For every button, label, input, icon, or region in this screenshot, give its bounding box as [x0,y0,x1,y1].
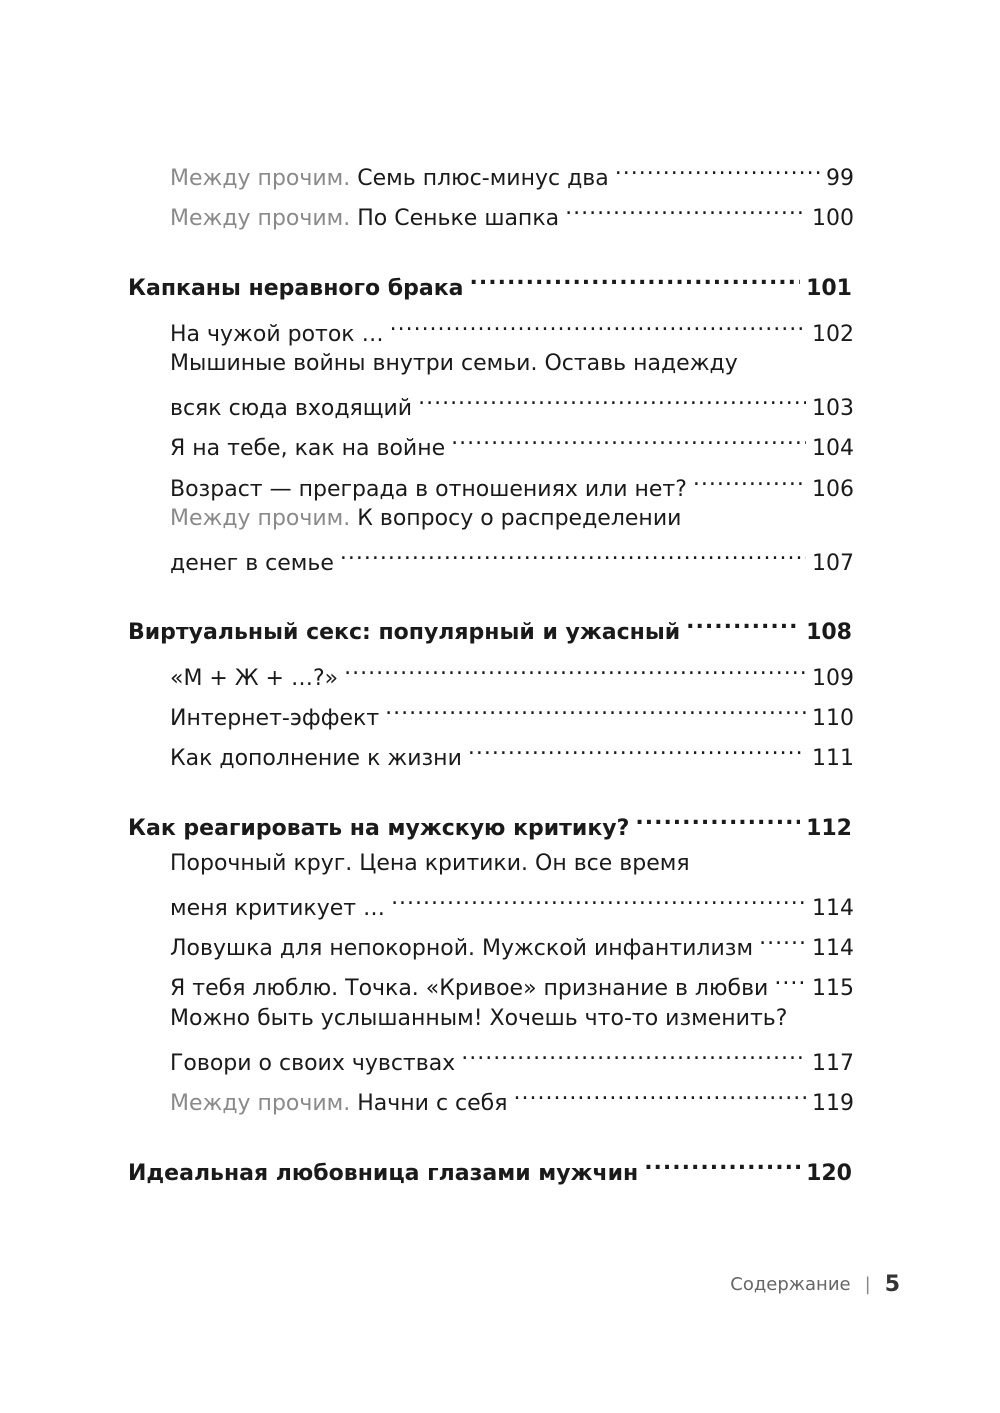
dot-leader [418,381,806,415]
toc-entry[interactable] [170,1076,854,1116]
toc-section[interactable] [128,605,852,645]
toc-entry-label: «М + Ж + …?» [170,666,339,691]
toc-entry-page: 114 [812,936,854,961]
toc-entry-page: 110 [812,706,854,731]
dot-leader [774,961,806,995]
toc-section[interactable] [128,261,852,301]
toc-entry-page: 111 [812,746,854,771]
toc-entry[interactable] [170,536,854,576]
toc-entry[interactable] [170,421,854,461]
dot-leader [470,261,801,295]
dot-leader [565,191,806,225]
toc-entry[interactable] [170,731,854,771]
toc-entry-first-line: Можно быть услышанным! Хочешь что-то изменить? [170,1006,788,1031]
toc-entry-label: Ловушка для непокорной. Мужской инфантилизм [170,936,754,961]
dot-leader [644,1146,800,1180]
toc-section[interactable] [128,801,852,841]
toc-entry-page: 119 [812,1091,854,1116]
toc-entry-title [170,202,559,236]
toc-entry-label: Семь плюс-минус два [350,166,609,191]
toc-entry-page: 114 [812,896,854,921]
toc-entry[interactable] [170,961,854,1001]
toc-entry-first-line [170,502,681,536]
toc-entry-page: 103 [812,396,854,421]
toc-entry-page: 106 [812,477,854,502]
toc-entry-prefix: Между прочим. [170,1091,351,1116]
toc-entry-first-line: Мышиные войны внутри семьи. Оставь надежду [170,351,738,376]
toc-entry[interactable] [170,381,854,421]
toc-entry-page: 104 [812,436,854,461]
toc-entry-page: 102 [812,322,854,347]
toc-entry-page: 117 [812,1051,854,1076]
toc-entry-label: По Сеньке шапка [350,206,560,231]
dot-leader [759,921,806,955]
toc-entry-label: меня критикует … [170,896,386,921]
toc-entry-page: 107 [812,551,854,576]
toc-section-title: Капканы неравного брака [128,276,464,301]
toc-entry-prefix: Между прочим. [170,166,351,191]
toc-section-page: 108 [806,620,852,645]
toc-entry[interactable] [170,921,854,961]
dot-leader [385,691,806,725]
dot-leader [461,1036,806,1070]
toc-entry-label: Я тебя люблю. Точка. «Кривое» признание в любви [170,976,769,1001]
footer-separator: | [864,1273,871,1295]
toc-section-title: Виртуальный секс: популярный и ужасный [128,620,681,645]
toc-entry-title [170,1087,507,1121]
dot-leader [513,1076,806,1110]
toc-entry[interactable] [170,1036,854,1076]
toc-entry[interactable] [170,881,854,921]
toc-entry-label: На чужой роток … [170,322,384,347]
toc-entry-page: 100 [812,206,854,231]
toc-entry[interactable] [170,651,854,691]
toc-section-page: 101 [806,276,852,301]
toc-entry[interactable] [170,307,854,347]
toc-entry-label: Начни с себя [350,1091,508,1116]
toc-entry[interactable] [170,191,854,231]
dot-leader [615,151,820,185]
toc-entry-label: Возраст — преграда в отношениях или нет? [170,477,687,502]
toc-entry-label: Интернет-эффект [170,706,380,731]
toc-entry-prefix: Между прочим. [170,506,351,531]
toc-entry-first-line: Порочный круг. Цена критики. Он все время [170,851,690,876]
toc-entry-label: Как дополнение к жизни [170,746,462,771]
toc-entry[interactable] [170,462,854,502]
dot-leader [468,731,806,765]
toc-section-page: 120 [806,1161,852,1186]
page-footer [700,1264,900,1304]
toc-section[interactable] [128,1146,852,1186]
toc-entry-label: денег в семье [170,551,334,576]
dot-leader [451,421,806,455]
dot-leader [340,536,806,570]
dot-leader [391,881,806,915]
dot-leader [344,651,806,685]
toc-entry[interactable] [170,151,854,191]
toc-section-title: Как реагировать на мужскую критику? [128,816,630,841]
toc-entry[interactable] [170,691,854,731]
toc-entry-label: Я на тебе, как на войне [170,436,446,461]
dot-leader [635,801,800,835]
dot-leader [390,307,806,341]
toc-section-page: 112 [806,816,852,841]
running-header-label: Содержание [730,1273,851,1295]
page-number: 5 [884,1271,900,1297]
toc-entry-label: всяк сюда входящий [170,396,413,421]
toc-entry-page: 115 [812,976,854,1001]
toc-entry-prefix: Между прочим. [170,206,351,231]
toc-entry-page: 109 [812,666,854,691]
toc-section-title: Идеальная любовница глазами мужчин [128,1161,639,1186]
toc-entry-page: 99 [826,166,854,191]
dot-leader [686,605,800,639]
dot-leader [693,462,806,496]
toc-entry-first-line-text: К вопросу о распределении [350,506,682,531]
toc-entry-label: Говори о своих чувствах [170,1051,456,1076]
